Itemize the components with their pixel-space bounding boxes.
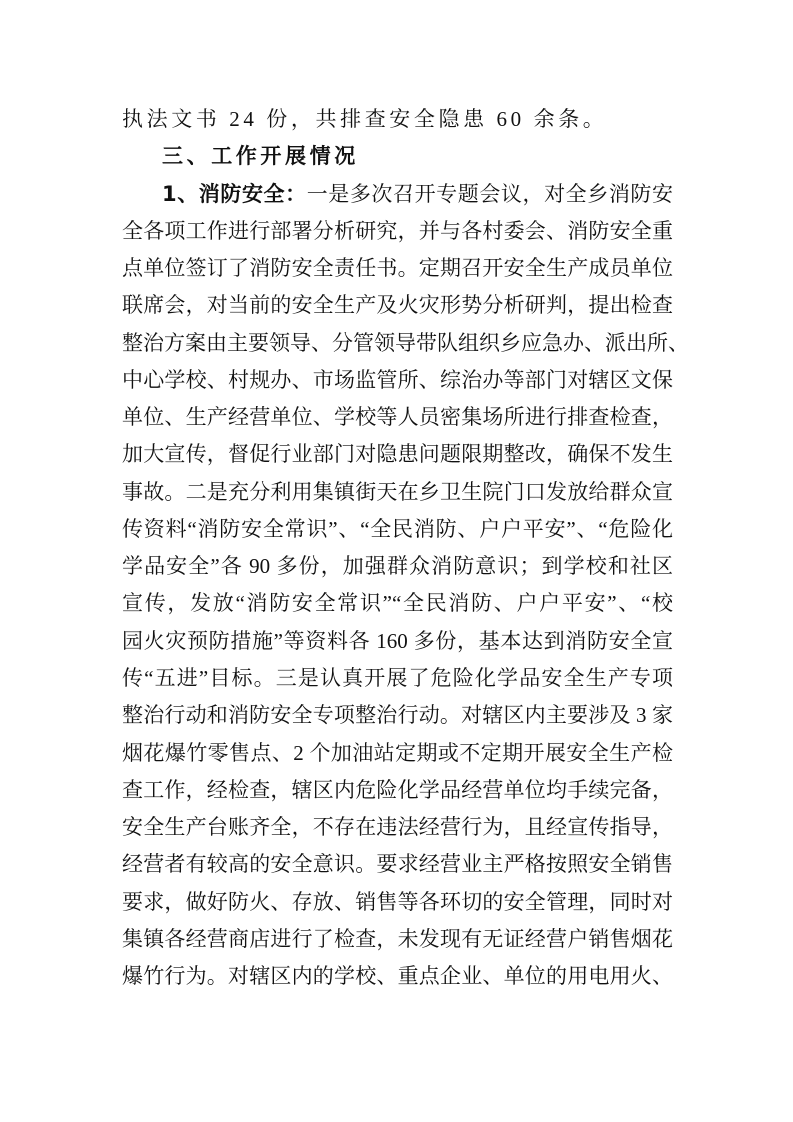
text-line: 爆竹行为。对辖区内的学校、重点企业、单位的用电用火、: [122, 964, 673, 989]
text-line: 整治方案由主要领导、分管领导带队组织乡应急办、派出所、: [122, 330, 689, 355]
text-line: 安全生产台账齐全，不存在违法经营行为，且经宣传指导，: [122, 815, 673, 840]
section-heading: 三、工作开展情况: [162, 144, 359, 169]
subsection-heading: 1、消防安全：: [162, 181, 307, 206]
text-line: 经营者有较高的安全意识。要求经营业主严格按照安全销售: [122, 852, 673, 877]
text-line: 联席会，对当前的安全生产及火灾形势分析研判，提出检查: [122, 293, 673, 318]
text-line: [122, 176, 673, 213]
text-line: 执法文书 24 份，共排查安全隐患 60 余条。: [122, 107, 608, 131]
text-line: 宣传，发放“消防安全常识”“全民消防、户户平安”、“校: [122, 591, 673, 616]
text-line: 传资料“消防安全常识”、“全民消防、户户平安”、“危险化: [122, 516, 673, 541]
text-line: 烟花爆竹零售点、2 个加油站定期或不定期开展安全生产检: [122, 740, 673, 765]
text-line: 中心学校、村规办、市场监管所、综治办等部门对辖区文保: [122, 367, 673, 392]
paragraph: [122, 213, 689, 996]
text-line: 加大宣传，督促行业部门对隐患问题限期整改，确保不发生: [122, 442, 673, 467]
text-line: 要求，做好防火、存放、销售等各环切的安全管理，同时对: [122, 889, 673, 914]
text-line: 单位、生产经营单位、学校等人员密集场所进行排查检查，: [122, 405, 673, 430]
text-line: 整治行动和消防安全专项整治行动。对辖区内主要涉及 3 家: [122, 703, 673, 728]
text-line: 全各项工作进行部署分析研究，并与各村委会、消防安全重: [122, 218, 673, 243]
text-span: 一是多次召开专题会议，对全乡消防安: [306, 181, 673, 206]
text-line: 查工作，经检查，辖区内危险化学品经营单位均手续完备，: [122, 777, 673, 802]
text-line: 学品安全”各 90 多份，加强群众消防意识；到学校和社区: [122, 554, 673, 579]
text-line: 事故。二是充分利用集镇街天在乡卫生院门口发放给群众宣: [122, 479, 673, 504]
document-body: [122, 101, 689, 995]
text-line: 集镇各经营商店进行了检查，未发现有无证经营户销售烟花: [122, 926, 673, 951]
text-line: 园火灾预防措施”等资料各 160 多份，基本达到消防安全宣: [122, 628, 673, 653]
text-line: 点单位签订了消防安全责任书。定期召开安全生产成员单位: [122, 256, 673, 281]
text-line: 传“五进”目标。三是认真开展了危险化学品安全生产专项: [122, 665, 673, 690]
